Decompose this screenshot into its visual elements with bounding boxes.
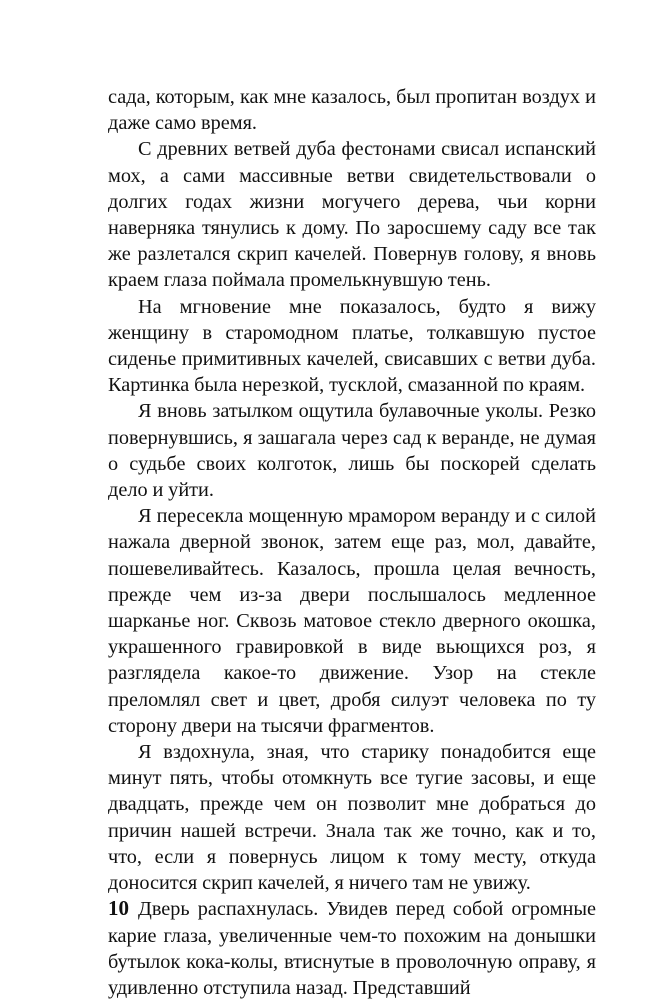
paragraph-1: сада, которым, как мне казалось, был пропитан воздух и даже само время. bbox=[108, 86, 596, 135]
paragraph-2: С древних ветвей дуба фестонами свисал испанский мох, а сами массивные ветви свидетельствовали о долгих годах жизни могучего дерева, чьи корни наверняка тянулись к дому. По заросшему саду все так же разлетался скрип качелей. Повернув голову, я вновь краем глаза поймала промелькнувшую тень. bbox=[108, 138, 596, 292]
paragraph-6: Я вздохнула, зная, что старику понадобится еще минут пять, чтобы отомкнуть все тугие засовы, и еще двадцать, прежде чем он позволит мне добраться до причин нашей встречи. Знала так же точно, как и то, что, если я повернусь лицом к тому месту, откуда доносится скрип качелей, я ничего там не увижу. bbox=[108, 741, 596, 895]
paragraph-3: На мгновение мне показалось, будто я вижу женщину в старомодном платье, толкавшую пустое сиденье примитивных качелей, свисавших с ветви дуба. Картинка была нерезкой, тусклой, смазанной по краям. bbox=[108, 295, 596, 397]
paragraph-5: Я пересекла мощенную мрамором веранду и с силой нажала дверной звонок, затем еще раз, мол, давайте, пошевеливайтесь. Казалось, прошла целая вечность, прежде чем из-за двери послышалось медленное шарканье ног. Сквозь матовое стекло дверного окошка, украшенного гравировкой в виде вьющихся роз, я разглядела какое-то движение. Узор на стекле преломлял свет и цвет, дробя силуэт человека по ту сторону двери на тысячи фрагментов. bbox=[108, 505, 596, 737]
paragraph-7: Дверь распахнулась. Увидев перед собой огромные карие глаза, увеличенные чем-то похожим на донышки бутылок кока-колы, втиснутые в проволочную оправу, я удивленно отступила назад. Представший bbox=[108, 898, 596, 999]
body-text bbox=[108, 84, 596, 1001]
page-number: 10 bbox=[108, 896, 129, 920]
paragraph-4: Я вновь затылком ощутила булавочные уколы. Резко повернувшись, я зашагала через сад к веранде, не думая о судьбе своих колготок, лишь бы поскорей сделать дело и уйти. bbox=[108, 400, 596, 502]
